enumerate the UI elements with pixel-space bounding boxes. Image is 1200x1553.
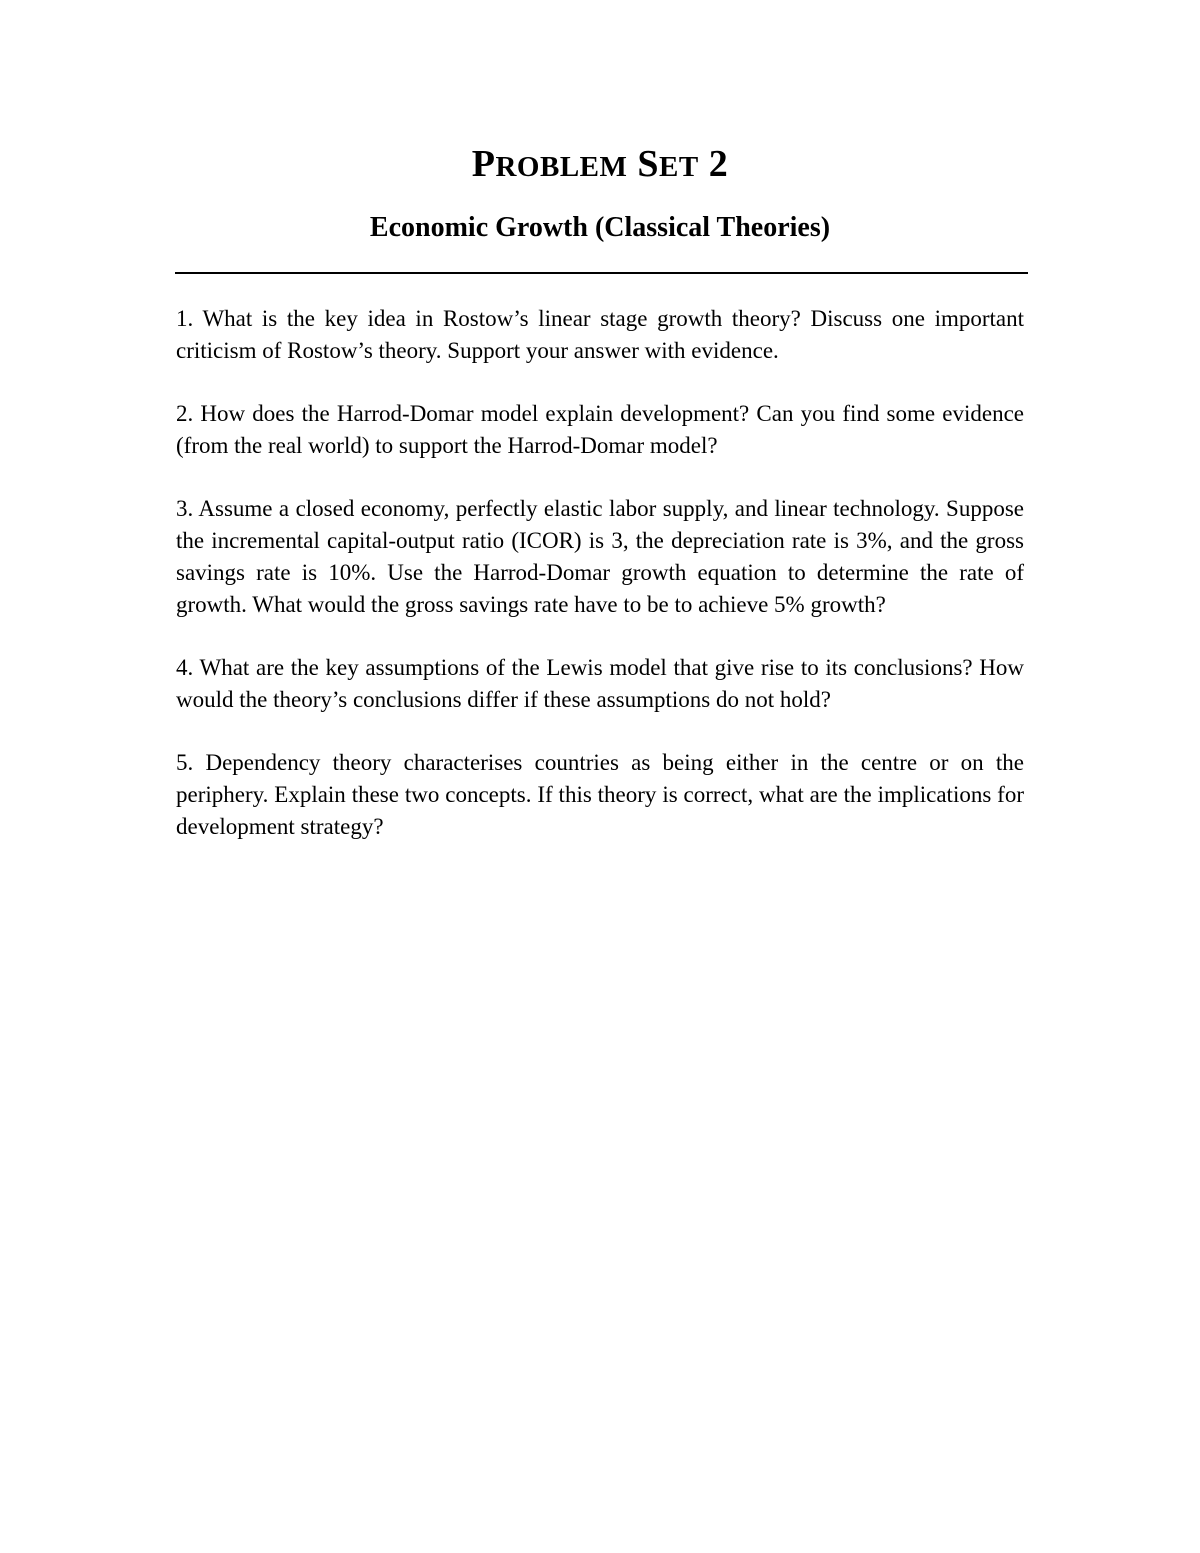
question-1: 1. What is the key idea in Rostow’s linear stage growth theory? Discuss one important criticism of Rostow’s theory. Support your answer with evidence. xyxy=(176,306,1024,363)
question-list xyxy=(176,303,1024,874)
page-title xyxy=(0,140,1200,191)
title-initial-p: P xyxy=(471,143,496,185)
question-2: 2. How does the Harrod-Domar model explain development? Can you find some evidence (from the real world) to support the Harrod-Domar model? xyxy=(176,401,1024,458)
title-initial-s: S xyxy=(637,143,660,185)
horizontal-rule xyxy=(175,272,1028,274)
question-4: 4. What are the key assumptions of the Lewis model that give rise to its conclusions? How would the theory’s conclusions differ if these assumptions do not hold? xyxy=(176,655,1024,712)
title-small-caps-et: ET xyxy=(659,151,699,183)
title-small-caps-roblem: ROBLEM xyxy=(495,151,628,183)
page-subtitle: Economic Growth (Classical Theories) xyxy=(369,212,831,243)
question-3: 3. Assume a closed economy, perfectly elastic labor supply, and linear technology. Suppose the incremental capital-output ratio (ICOR) is 3, the depreciation rate is 3%, and the gross savings rate is 10%. Use the Harrod-Domar growth equation to determine the rate of growth. What would the gross savings rate have to be to achieve 5% growth? xyxy=(176,496,1024,617)
title-number: 2 xyxy=(708,143,729,185)
question-5: 5. Dependency theory characterises countries as being either in the centre or on the periphery. Explain these two concepts. If this theory is correct, what are the implications for development strategy? xyxy=(176,750,1024,839)
